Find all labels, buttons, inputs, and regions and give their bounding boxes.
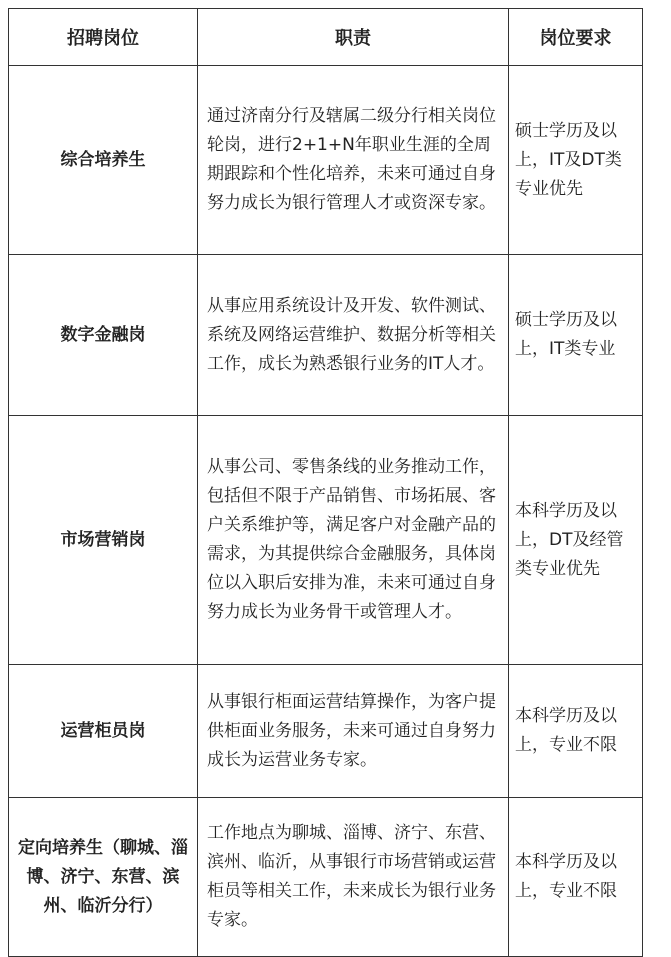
row-position: 定向培养生（聊城、淄博、济宁、东营、滨州、临沂分行） [9, 798, 198, 957]
table-row [9, 665, 643, 798]
row-position: 综合培养生 [9, 66, 198, 255]
row-duty: 从事应用系统设计及开发、软件测试、系统及网络运营维护、数据分析等相关工作，成长为熟悉银行业务的IT人才。 [198, 255, 509, 416]
table-header-row [9, 9, 643, 66]
header-duty: 职责 [198, 9, 509, 66]
row-requirement: 本科学历及以上，专业不限 [509, 798, 643, 957]
recruitment-table [8, 8, 643, 957]
row-duty: 从事银行柜面运营结算操作，为客户提供柜面业务服务，未来可通过自身努力成长为运营业务专家。 [198, 665, 509, 798]
row-duty: 工作地点为聊城、淄博、济宁、东营、滨州、临沂，从事银行市场营销或运营柜员等相关工作，未来成长为银行业务专家。 [198, 798, 509, 957]
header-requirement: 岗位要求 [509, 9, 643, 66]
row-duty: 从事公司、零售条线的业务推动工作，包括但不限于产品销售、市场拓展、客户关系维护等，满足客户对金融产品的需求，为其提供综合金融服务，具体岗位以入职后安排为准，未来可通过自身努力成长为业务骨干或管理人才。 [198, 416, 509, 665]
header-position: 招聘岗位 [9, 9, 198, 66]
row-requirement: 硕士学历及以上，IT类专业 [509, 255, 643, 416]
row-requirement: 硕士学历及以上，IT及DT类专业优先 [509, 66, 643, 255]
row-position: 市场营销岗 [9, 416, 198, 665]
table-row [9, 66, 643, 255]
table-row [9, 255, 643, 416]
row-requirement: 本科学历及以上，专业不限 [509, 665, 643, 798]
row-duty: 通过济南分行及辖属二级分行相关岗位轮岗，进行2+1+N年职业生涯的全周期跟踪和个性化培养，未来可通过自身努力成长为银行管理人才或资深专家。 [198, 66, 509, 255]
table-row [9, 416, 643, 665]
row-position: 数字金融岗 [9, 255, 198, 416]
table-row [9, 798, 643, 957]
row-requirement: 本科学历及以上，DT及经管类专业优先 [509, 416, 643, 665]
row-position: 运营柜员岗 [9, 665, 198, 798]
